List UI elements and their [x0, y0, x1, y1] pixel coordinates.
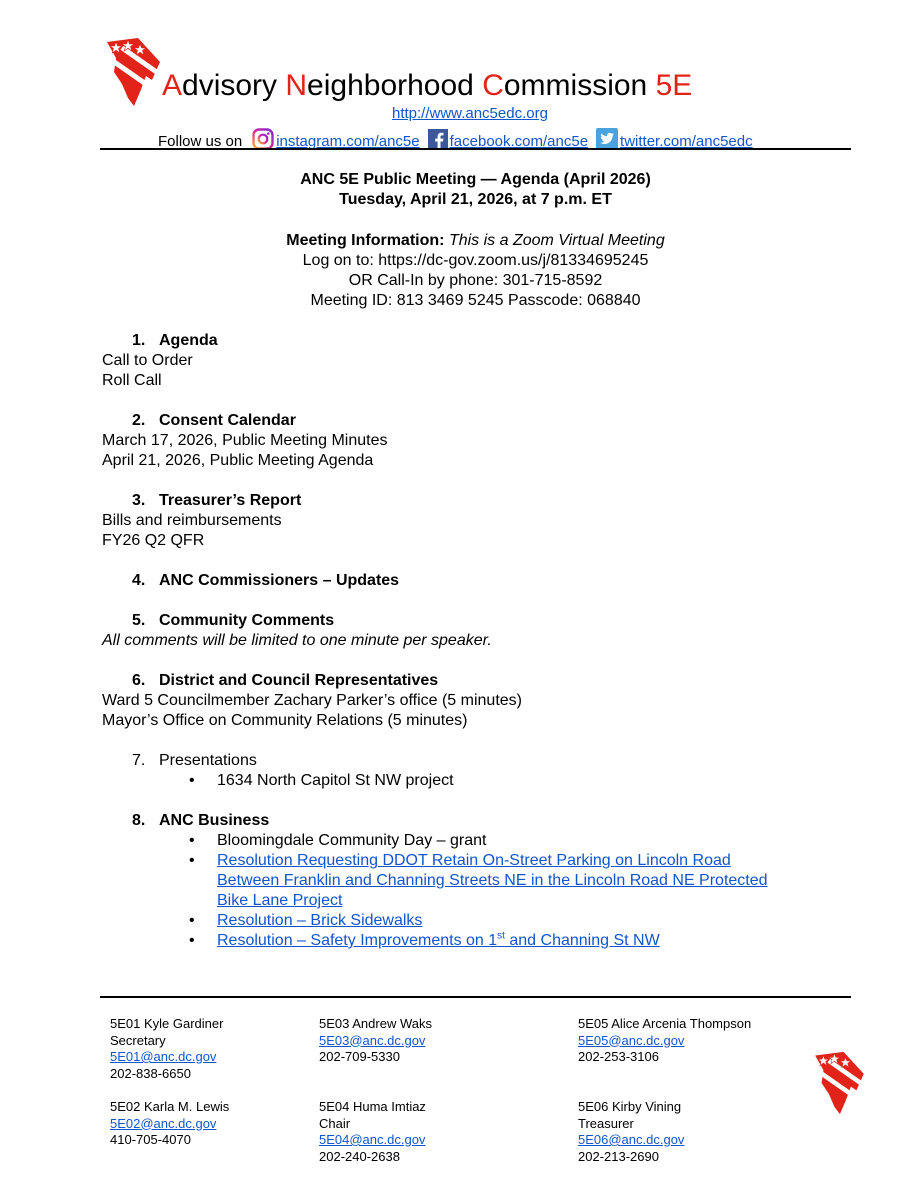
commissioner-5e02	[110, 1099, 229, 1149]
agenda-section-2	[102, 411, 842, 471]
agenda-item: Call to Order	[102, 352, 193, 369]
agenda-item: FY26 Q2 QFR	[102, 532, 205, 549]
section-number: 6.	[132, 672, 146, 689]
agenda-item: All comments will be limited to one minute per speaker.	[102, 632, 492, 649]
meeting-info-value: This is a Zoom Virtual Meeting	[448, 232, 665, 249]
agenda-item: March 17, 2026, Public Meeting Minutes	[102, 432, 388, 449]
commissioner-email[interactable]: 5E02@anc.dc.gov	[110, 1115, 217, 1131]
follow-label: Follow us on	[158, 133, 243, 150]
twitter-social[interactable]	[596, 128, 753, 150]
meeting-info-label: Meeting Information:	[286, 232, 445, 249]
resolution-brick-sidewalks-link[interactable]: Resolution – Brick Sidewalks	[217, 912, 423, 929]
footer-divider	[100, 996, 851, 998]
section-number: 5.	[132, 612, 146, 629]
section-title: Treasurer’s Report	[159, 492, 302, 509]
commissioner-5e05	[578, 1016, 751, 1066]
title-segment: eighborhood	[307, 69, 483, 102]
call-in-phone: OR Call-In by phone: 301-715-8592	[348, 272, 603, 289]
commissioner-phone: 202-253-3106	[578, 1049, 659, 1064]
commissioner-email[interactable]: 5E06@anc.dc.gov	[578, 1132, 685, 1147]
twitter-icon	[596, 128, 618, 150]
commissioner-5e01	[110, 1016, 223, 1082]
section-number: 4.	[132, 572, 146, 589]
commissioner-name: 5E02 Karla M. Lewis	[110, 1099, 230, 1114]
bullet-item[interactable]	[187, 931, 842, 951]
commissioner-role: Secretary	[110, 1032, 166, 1048]
instagram-icon	[252, 128, 274, 150]
website-link[interactable]: http://www.anc5edc.org	[392, 105, 548, 122]
ordinal-suffix: st	[497, 930, 505, 942]
meeting-id-passcode: Meeting ID: 813 3469 5245 Passcode: 068840	[310, 292, 641, 309]
section-title: ANC Commissioners – Updates	[159, 572, 400, 589]
bullet-item[interactable]	[187, 851, 842, 911]
section-heading	[102, 611, 842, 631]
title-segment: dvisory	[182, 69, 286, 102]
title-segment: C	[482, 69, 504, 102]
link-text-start: Resolution – Safety Improvements on 1	[217, 932, 498, 949]
organization-title	[162, 68, 692, 104]
section-heading	[102, 811, 842, 831]
agenda-section-7	[102, 751, 842, 791]
facebook-icon	[428, 128, 448, 150]
section-number: 1.	[132, 332, 146, 349]
section-number: 8.	[132, 812, 146, 829]
commissioner-role: Treasurer	[578, 1115, 634, 1131]
commissioner-role: Chair	[319, 1115, 351, 1131]
section-heading	[102, 571, 842, 591]
meeting-title: ANC 5E Public Meeting — Agenda (April 2026)	[300, 171, 651, 188]
section-number: 3.	[132, 492, 146, 509]
section-heading	[102, 671, 842, 691]
commissioner-email[interactable]: 5E03@anc.dc.gov	[319, 1032, 426, 1048]
section-number: 7.	[132, 752, 146, 769]
meeting-date: Tuesday, April 21, 2026, at 7 p.m. ET	[339, 191, 612, 208]
agenda-section-3	[102, 491, 842, 551]
dc-map-logo	[104, 36, 162, 108]
section-heading	[102, 491, 842, 511]
commissioner-email[interactable]: 5E05@anc.dc.gov	[578, 1032, 685, 1048]
resolution-safety-improvements-link[interactable]	[217, 932, 660, 949]
agenda-item: Ward 5 Councilmember Zachary Parker’s office (5 minutes)	[102, 692, 522, 709]
header-divider	[100, 148, 851, 150]
section-heading	[102, 331, 842, 351]
title-segment: ommission	[503, 69, 656, 102]
section-heading	[102, 411, 842, 431]
twitter-link[interactable]: twitter.com/anc5edc	[620, 133, 753, 150]
commissioner-5e03	[319, 1016, 432, 1066]
agenda-item: Roll Call	[102, 372, 162, 389]
agenda-section-4	[102, 571, 842, 591]
commissioner-name: 5E06 Kirby Vining	[578, 1099, 682, 1114]
commissioner-name: 5E05 Alice Arcenia Thompson	[578, 1016, 752, 1031]
commissioner-phone: 410-705-4070	[110, 1132, 191, 1147]
bullet-item[interactable]	[187, 911, 842, 931]
commissioner-5e06	[578, 1099, 684, 1165]
section-title: Consent Calendar	[159, 412, 296, 429]
title-segment: N	[285, 69, 308, 102]
commissioner-phone: 202-838-6650	[110, 1065, 191, 1081]
section-title: District and Council Representatives	[159, 672, 439, 689]
instagram-social[interactable]	[252, 128, 419, 150]
title-segment: A	[162, 69, 183, 102]
agenda-item: April 21, 2026, Public Meeting Agenda	[102, 452, 374, 469]
agenda-item: Bills and reimbursements	[102, 512, 282, 529]
facebook-link[interactable]: facebook.com/anc5e	[449, 133, 589, 150]
commissioner-phone: 202-240-2638	[319, 1148, 400, 1164]
section-title: Community Comments	[159, 612, 335, 629]
agenda-list	[102, 331, 842, 951]
agenda-section-1	[102, 331, 842, 391]
commissioner-name: 5E04 Huma Imtiaz	[319, 1099, 426, 1114]
bullet-item: • 1634 North Capitol St NW project	[187, 771, 842, 791]
commissioner-phone: 202-213-2690	[578, 1148, 659, 1164]
social-follow-row	[158, 122, 753, 150]
section-title: Agenda	[159, 332, 218, 349]
resolution-lincoln-road-link[interactable]: Resolution Requesting DDOT Retain On-Street Parking on Lincoln Road Between Franklin and Channing Streets NE in the Lincoln Road NE Protected Bike Lane Project	[217, 852, 768, 909]
agenda-section-8	[102, 811, 842, 951]
link-text-end: and Channing St NW	[504, 932, 660, 949]
commissioner-5e04	[319, 1099, 426, 1165]
bullet-item: • Bloomingdale Community Day – grant	[187, 831, 842, 851]
section-heading	[102, 751, 842, 771]
title-segment: 5E	[655, 69, 693, 102]
agenda-section-6	[102, 671, 842, 731]
section-title: Presentations	[159, 752, 257, 769]
commissioner-email[interactable]: 5E01@anc.dc.gov	[110, 1049, 217, 1064]
facebook-social[interactable]	[428, 128, 588, 150]
commissioner-name: 5E03 Andrew Waks	[319, 1016, 432, 1031]
dc-map-logo-footer	[812, 1050, 866, 1116]
agenda-section-5	[102, 611, 842, 651]
zoom-logon: Log on to: https://dc-gov.zoom.us/j/81334695245	[302, 252, 649, 269]
agenda-item: Mayor’s Office on Community Relations (5 minutes)	[102, 712, 468, 729]
instagram-link[interactable]: instagram.com/anc5e	[276, 133, 420, 150]
section-title: ANC Business	[159, 812, 270, 829]
meeting-info-line	[100, 231, 851, 251]
section-number: 2.	[132, 412, 146, 429]
bullet-list	[102, 771, 842, 791]
commissioner-phone: 202-709-5330	[319, 1049, 400, 1064]
commissioner-name: 5E01 Kyle Gardiner	[110, 1016, 224, 1031]
commissioner-email[interactable]: 5E04@anc.dc.gov	[319, 1132, 426, 1147]
bullet-list	[102, 831, 842, 951]
